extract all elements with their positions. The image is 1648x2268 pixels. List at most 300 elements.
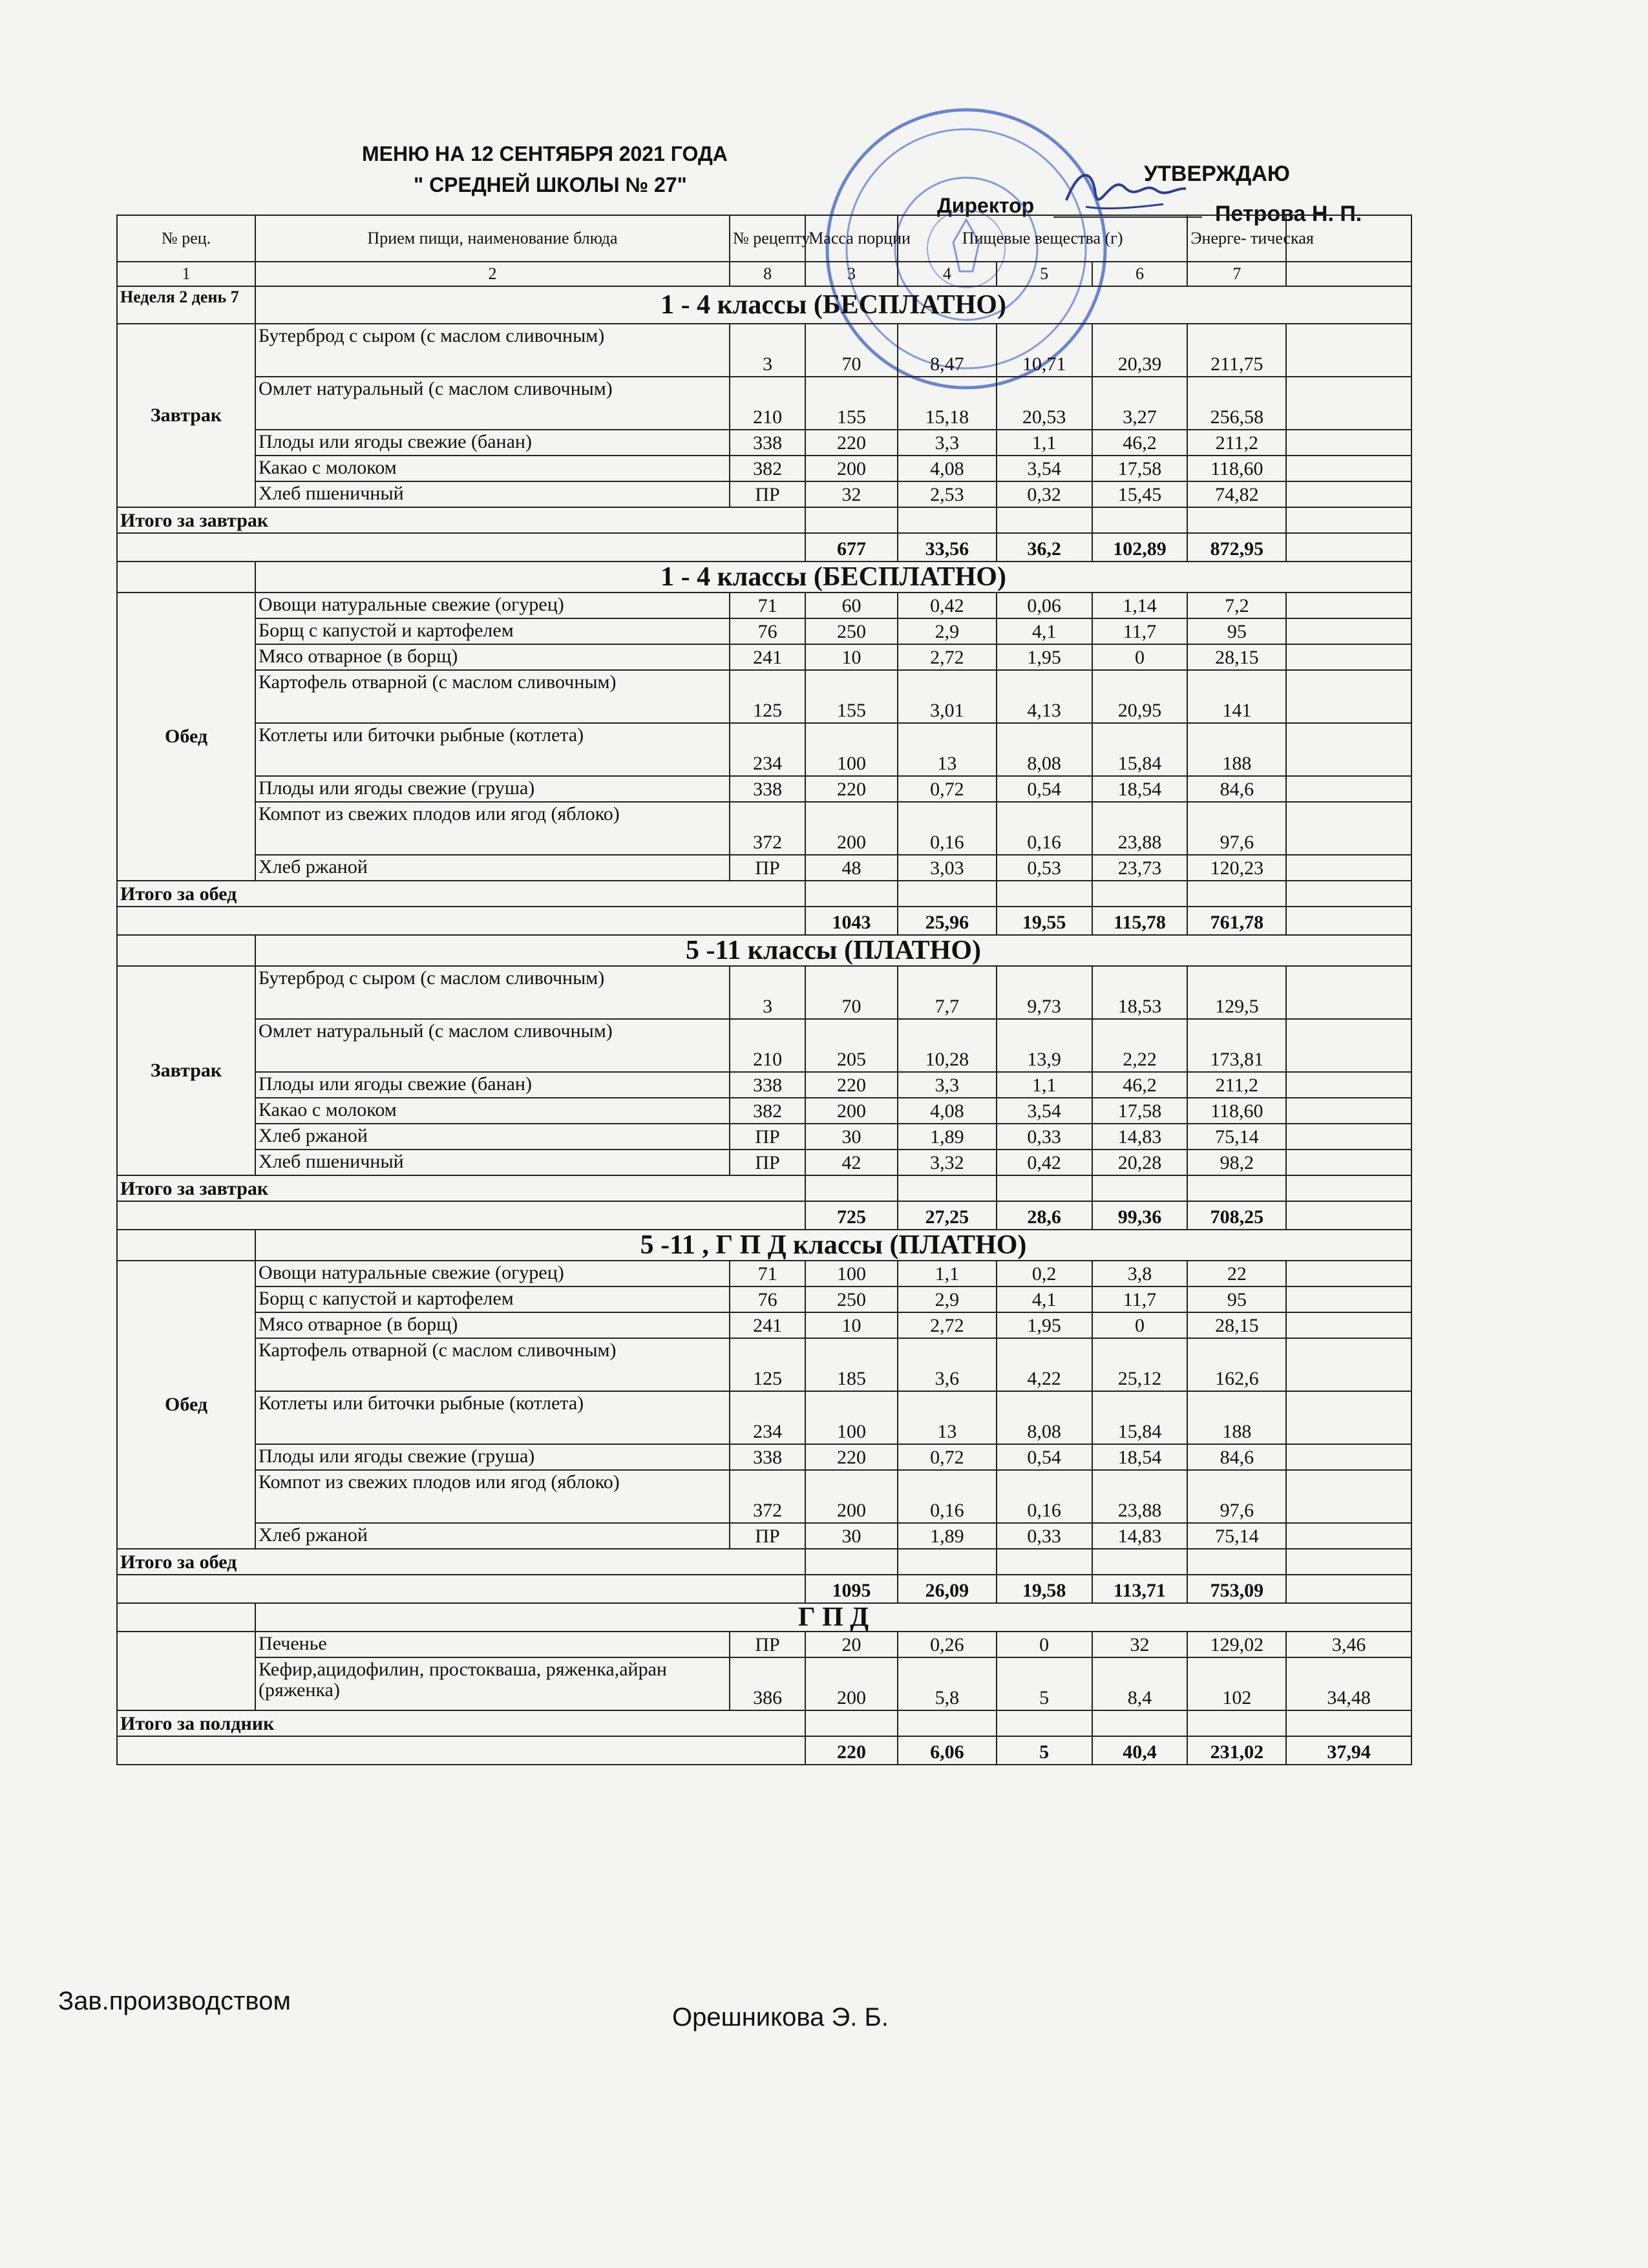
header-energy: Энерге- тическая (1187, 215, 1286, 262)
empty-cell (1286, 1470, 1411, 1523)
dish-b: 1,89 (898, 1124, 997, 1150)
dish-rec: ПР (730, 481, 805, 507)
empty-cell (805, 1710, 898, 1736)
dish-u: 25,12 (1092, 1338, 1188, 1391)
dish-rec: 3 (730, 324, 805, 377)
dish-name: Борщ с капустой и картофелем (255, 1286, 730, 1312)
empty-cell (898, 881, 997, 907)
empty-cell (805, 881, 898, 907)
empty-cell (805, 507, 898, 533)
table-row (117, 723, 1411, 776)
dish-name: Мясо отварное (в борщ) (255, 644, 730, 670)
table-row (117, 1338, 1411, 1391)
empty-cell (1286, 377, 1411, 430)
dish-u: 15,45 (1092, 481, 1188, 507)
empty-cell (1286, 723, 1411, 776)
table-row (117, 1286, 1411, 1312)
empty-cell (117, 1603, 255, 1632)
dish-b: 0,72 (898, 776, 997, 802)
dish-b: 13 (898, 1391, 997, 1444)
total-zh: 5 (997, 1736, 1092, 1765)
empty-cell (1286, 593, 1411, 618)
table-row (117, 935, 1411, 966)
dish-kcal: 22 (1187, 1261, 1286, 1286)
dish-u: 20,95 (1092, 670, 1188, 723)
dish-zh: 0 (997, 1632, 1092, 1657)
empty-cell (117, 562, 255, 593)
dish-mass: 205 (805, 1019, 898, 1072)
dish-mass: 200 (805, 802, 898, 855)
dish-zh: 0,16 (997, 1470, 1092, 1523)
empty-cell (1286, 618, 1411, 644)
dish-kcal: 188 (1187, 1391, 1286, 1444)
dish-name: Мясо отварное (в борщ) (255, 1312, 730, 1338)
dish-name: Кефир,ацидофилин, простокваша, ряженка,айран (ряженка) (255, 1657, 730, 1710)
dish-rec: 125 (730, 1338, 805, 1391)
production-manager-label: Зав.производством (58, 1987, 291, 2015)
table-row (117, 618, 1411, 644)
empty-cell (1286, 262, 1411, 286)
dish-rec: 338 (730, 1444, 805, 1470)
dish-kcal: 129,02 (1187, 1632, 1286, 1657)
dish-b: 13 (898, 723, 997, 776)
empty-cell (1286, 1575, 1411, 1603)
empty-cell (898, 1549, 997, 1575)
dish-mass: 70 (805, 324, 898, 377)
dish-rec: 71 (730, 593, 805, 618)
empty-cell (117, 1575, 805, 1603)
dish-mass: 30 (805, 1124, 898, 1150)
total-u: 113,71 (1092, 1575, 1188, 1603)
dish-rec: 71 (730, 1261, 805, 1286)
header-dish: Прием пищи, наименование блюда (255, 215, 730, 262)
empty-cell (1286, 1338, 1411, 1391)
dish-name: Котлеты или биточки рыбные (котлета) (255, 723, 730, 776)
header-number: 5 (997, 262, 1092, 286)
dish-b: 4,08 (898, 456, 997, 481)
empty-cell (1286, 670, 1411, 723)
dish-mass: 10 (805, 1312, 898, 1338)
header-nutrients: Пищевые вещества (г) (898, 215, 1188, 262)
empty-cell (1286, 1072, 1411, 1098)
dish-u: 18,54 (1092, 1444, 1188, 1470)
empty-cell (1286, 1201, 1411, 1230)
dish-u: 15,84 (1092, 723, 1188, 776)
dish-kcal: 95 (1187, 1286, 1286, 1312)
table-row (117, 430, 1411, 456)
dish-kcal: 141 (1187, 670, 1286, 723)
empty-cell (1187, 1710, 1286, 1736)
dish-zh: 0,2 (997, 1261, 1092, 1286)
total-kcal: 708,25 (1187, 1201, 1286, 1230)
empty-cell (117, 1230, 255, 1261)
empty-cell (1286, 507, 1411, 533)
header-recipe-no: № рец. (117, 215, 255, 262)
director-signature (1060, 162, 1189, 220)
dish-kcal: 28,15 (1187, 644, 1286, 670)
total-mass: 1095 (805, 1575, 898, 1603)
dish-name: Борщ с капустой и картофелем (255, 618, 730, 644)
dish-zh: 8,08 (997, 723, 1092, 776)
empty-cell (1286, 1549, 1411, 1575)
header-number: 7 (1187, 262, 1286, 286)
dish-kcal: 211,75 (1187, 324, 1286, 377)
table-row (117, 776, 1411, 802)
section-title: Г П Д (255, 1603, 1411, 1632)
table-row (117, 1657, 1411, 1710)
dish-mass: 48 (805, 855, 898, 881)
menu-table (116, 215, 1412, 1765)
dish-mass: 10 (805, 644, 898, 670)
dish-kcal: 211,2 (1187, 1072, 1286, 1098)
dish-zh: 0,42 (997, 1150, 1092, 1175)
table-row (117, 1575, 1411, 1603)
total-zh: 19,55 (997, 907, 1092, 935)
dish-name: Овощи натуральные свежие (огурец) (255, 1261, 730, 1286)
dish-rec: ПР (730, 1523, 805, 1549)
dish-name: Хлеб ржаной (255, 1523, 730, 1549)
empty-cell (997, 1549, 1092, 1575)
table-row (117, 533, 1411, 562)
dish-zh: 3,54 (997, 1098, 1092, 1124)
total-zh: 19,58 (997, 1575, 1092, 1603)
empty-cell (1187, 881, 1286, 907)
dish-name: Хлеб пшеничный (255, 481, 730, 507)
dish-name: Хлеб пшеничный (255, 1150, 730, 1175)
dish-b: 2,9 (898, 1286, 997, 1312)
table-row (117, 481, 1411, 507)
total-b: 33,56 (898, 533, 997, 562)
total-b: 26,09 (898, 1575, 997, 1603)
dish-kcal: 84,6 (1187, 776, 1286, 802)
dish-b: 3,3 (898, 1072, 997, 1098)
total-mass: 1043 (805, 907, 898, 935)
dish-b: 0,42 (898, 593, 997, 618)
empty-cell (1092, 507, 1188, 533)
dish-u: 15,84 (1092, 1391, 1188, 1444)
total-label: Итого за завтрак (117, 1175, 805, 1201)
dish-b: 7,7 (898, 966, 997, 1019)
dish-mass: 100 (805, 723, 898, 776)
table-row (117, 262, 1411, 286)
dish-zh: 0,54 (997, 776, 1092, 802)
total-extra: 37,94 (1286, 1736, 1411, 1765)
dish-u: 20,28 (1092, 1150, 1188, 1175)
director-label: Директор (937, 194, 1035, 217)
dish-name: Омлет натуральный (с маслом сливочным) (255, 377, 730, 430)
dish-rec: 338 (730, 776, 805, 802)
dish-u: 17,58 (1092, 456, 1188, 481)
dish-kcal: 102 (1187, 1657, 1286, 1710)
dish-name: Картофель отварной (с маслом сливочным) (255, 1338, 730, 1391)
dish-rec: 125 (730, 670, 805, 723)
table-row (117, 1603, 1411, 1632)
empty-cell (1286, 430, 1411, 456)
total-b: 6,06 (898, 1736, 997, 1765)
week-label: Неделя 2 день 7 (117, 286, 255, 324)
dish-kcal: 211,2 (1187, 430, 1286, 456)
dish-mass: 30 (805, 1523, 898, 1549)
table-row (117, 1444, 1411, 1470)
empty-cell (1286, 324, 1411, 377)
dish-kcal: 118,60 (1187, 456, 1286, 481)
dish-mass: 220 (805, 776, 898, 802)
dish-zh: 0,53 (997, 855, 1092, 881)
dish-zh: 4,22 (997, 1338, 1092, 1391)
total-kcal: 753,09 (1187, 1575, 1286, 1603)
empty-cell (898, 1175, 997, 1201)
production-manager-name: Орешникова Э. Б. (672, 2003, 889, 2032)
dish-zh: 0,32 (997, 481, 1092, 507)
empty-cell (1286, 776, 1411, 802)
empty-cell (1286, 802, 1411, 855)
dish-rec: 241 (730, 644, 805, 670)
dish-kcal: 95 (1187, 618, 1286, 644)
table-row (117, 1098, 1411, 1124)
total-label: Итого за обед (117, 881, 805, 907)
dish-name: Плоды или ягоды свежие (груша) (255, 776, 730, 802)
section-title: 5 -11 , Г П Д классы (ПЛАТНО) (255, 1230, 1411, 1261)
dish-u: 0 (1092, 1312, 1188, 1338)
table-row (117, 881, 1411, 907)
dish-rec: 241 (730, 1312, 805, 1338)
dish-b: 0,16 (898, 1470, 997, 1523)
empty-cell (1286, 1019, 1411, 1072)
dish-name: Котлеты или биточки рыбные (котлета) (255, 1391, 730, 1444)
dish-name: Какао с молоком (255, 1098, 730, 1124)
dish-u: 46,2 (1092, 430, 1188, 456)
dish-mass: 42 (805, 1150, 898, 1175)
table-row (117, 1312, 1411, 1338)
empty-cell (1286, 1124, 1411, 1150)
table-row (117, 1175, 1411, 1201)
table-row (117, 1391, 1411, 1444)
dish-kcal: 75,14 (1187, 1523, 1286, 1549)
empty-cell (898, 1710, 997, 1736)
dish-kcal: 162,6 (1187, 1338, 1286, 1391)
empty-cell (1286, 1312, 1411, 1338)
total-kcal: 231,02 (1187, 1736, 1286, 1765)
dish-b: 0,26 (898, 1632, 997, 1657)
dish-u: 1,14 (1092, 593, 1188, 618)
dish-b: 3,6 (898, 1338, 997, 1391)
dish-u: 14,83 (1092, 1523, 1188, 1549)
meal-label: Завтрак (117, 966, 255, 1175)
dish-kcal: 129,5 (1187, 966, 1286, 1019)
section-title: 1 - 4 классы (БЕСПЛАТНО) (255, 286, 1411, 324)
empty-cell (117, 907, 805, 935)
empty-cell (1286, 855, 1411, 881)
empty-cell (1286, 1444, 1411, 1470)
dish-b: 3,01 (898, 670, 997, 723)
dish-b: 5,8 (898, 1657, 997, 1710)
dish-name: Плоды или ягоды свежие (груша) (255, 1444, 730, 1470)
header-number: 2 (255, 262, 730, 286)
empty-cell (1187, 1175, 1286, 1201)
approval-label: УТВЕРЖДАЮ (1144, 162, 1290, 186)
dish-extra: 34,48 (1286, 1657, 1411, 1710)
total-mass: 220 (805, 1736, 898, 1765)
dish-rec: 338 (730, 430, 805, 456)
header-number: 3 (805, 262, 898, 286)
director-name: Петрова Н. П. (1215, 202, 1362, 226)
empty-cell (117, 1201, 805, 1230)
dish-kcal: 28,15 (1187, 1312, 1286, 1338)
empty-cell (1286, 644, 1411, 670)
dish-mass: 155 (805, 377, 898, 430)
empty-cell (1286, 1261, 1411, 1286)
dish-zh: 13,9 (997, 1019, 1092, 1072)
dish-name: Плоды или ягоды свежие (банан) (255, 1072, 730, 1098)
dish-rec: 372 (730, 1470, 805, 1523)
dish-kcal: 84,6 (1187, 1444, 1286, 1470)
dish-mass: 250 (805, 618, 898, 644)
dish-name: Бутерброд с сыром (с маслом сливочным) (255, 324, 730, 377)
dish-rec: ПР (730, 855, 805, 881)
empty-cell (1286, 1391, 1411, 1444)
meal-label: Обед (117, 1261, 255, 1549)
dish-name: Овощи натуральные свежие (огурец) (255, 593, 730, 618)
dish-zh: 0,33 (997, 1523, 1092, 1549)
total-b: 27,25 (898, 1201, 997, 1230)
dish-mass: 185 (805, 1338, 898, 1391)
dish-b: 15,18 (898, 377, 997, 430)
total-label: Итого за обед (117, 1549, 805, 1575)
dish-b: 4,08 (898, 1098, 997, 1124)
dish-kcal: 74,82 (1187, 481, 1286, 507)
table-row (117, 644, 1411, 670)
dish-b: 2,53 (898, 481, 997, 507)
empty-cell (1187, 1549, 1286, 1575)
dish-rec: 382 (730, 456, 805, 481)
meal-label: Завтрак (117, 324, 255, 507)
table-row (117, 456, 1411, 481)
dish-rec: ПР (730, 1150, 805, 1175)
dish-rec: 3 (730, 966, 805, 1019)
empty-cell (997, 881, 1092, 907)
dish-mass: 220 (805, 1072, 898, 1098)
total-u: 99,36 (1092, 1201, 1188, 1230)
total-mass: 677 (805, 533, 898, 562)
dish-name: Омлет натуральный (с маслом сливочным) (255, 1019, 730, 1072)
empty-cell (805, 1549, 898, 1575)
dish-u: 23,88 (1092, 1470, 1188, 1523)
empty-cell (1092, 1549, 1188, 1575)
total-label: Итого за полдник (117, 1710, 805, 1736)
empty-cell (1286, 533, 1411, 562)
dish-name: Хлеб ржаной (255, 1124, 730, 1150)
header-number: 1 (117, 262, 255, 286)
dish-b: 3,03 (898, 855, 997, 881)
dish-zh: 0,33 (997, 1124, 1092, 1150)
dish-zh: 4,1 (997, 618, 1092, 644)
dish-rec: ПР (730, 1124, 805, 1150)
dish-u: 11,7 (1092, 1286, 1188, 1312)
table-row (117, 593, 1411, 618)
dish-rec: 210 (730, 1019, 805, 1072)
dish-u: 23,73 (1092, 855, 1188, 881)
table-row (117, 802, 1411, 855)
dish-zh: 9,73 (997, 966, 1092, 1019)
empty-cell (1286, 881, 1411, 907)
table-row (117, 1201, 1411, 1230)
empty-cell (1092, 1175, 1188, 1201)
header-number: 8 (730, 262, 805, 286)
dish-rec: 210 (730, 377, 805, 430)
dish-u: 20,39 (1092, 324, 1188, 377)
dish-b: 3,3 (898, 430, 997, 456)
empty-cell (117, 935, 255, 966)
empty-cell (1092, 881, 1188, 907)
dish-zh: 0,54 (997, 1444, 1092, 1470)
empty-cell (1286, 1286, 1411, 1312)
dish-kcal: 75,14 (1187, 1124, 1286, 1150)
table-row (117, 1736, 1411, 1765)
empty-cell (1286, 1150, 1411, 1175)
school-name: " СРЕДНЕЙ ШКОЛЫ № 27" (414, 173, 687, 196)
section-title: 1 - 4 классы (БЕСПЛАТНО) (255, 562, 1411, 593)
table-row (117, 215, 1411, 262)
dish-zh: 0,06 (997, 593, 1092, 618)
dish-mass: 155 (805, 670, 898, 723)
table-row (117, 1230, 1411, 1261)
dish-b: 3,32 (898, 1150, 997, 1175)
table-row (117, 1019, 1411, 1072)
dish-mass: 220 (805, 1444, 898, 1470)
table-row (117, 1549, 1411, 1575)
dish-rec: 382 (730, 1098, 805, 1124)
empty-cell (997, 1710, 1092, 1736)
dish-mass: 60 (805, 593, 898, 618)
dish-kcal: 188 (1187, 723, 1286, 776)
dish-mass: 100 (805, 1391, 898, 1444)
total-zh: 36,2 (997, 533, 1092, 562)
table-row (117, 1523, 1411, 1549)
table-row (117, 907, 1411, 935)
dish-u: 2,22 (1092, 1019, 1188, 1072)
dish-zh: 1,95 (997, 1312, 1092, 1338)
total-u: 102,89 (1092, 533, 1188, 562)
dish-rec: 234 (730, 723, 805, 776)
header-recipe-no2: № рецепту (730, 215, 805, 262)
dish-rec: 234 (730, 1391, 805, 1444)
dish-zh: 3,54 (997, 456, 1092, 481)
dish-u: 46,2 (1092, 1072, 1188, 1098)
total-u: 40,4 (1092, 1736, 1188, 1765)
empty-cell (997, 507, 1092, 533)
dish-zh: 1,1 (997, 1072, 1092, 1098)
empty-cell (898, 507, 997, 533)
dish-name: Компот из свежих плодов или ягод (яблоко) (255, 802, 730, 855)
dish-mass: 200 (805, 1657, 898, 1710)
dish-kcal: 7,2 (1187, 593, 1286, 618)
dish-name: Какао с молоком (255, 456, 730, 481)
total-kcal: 872,95 (1187, 533, 1286, 562)
dish-zh: 4,13 (997, 670, 1092, 723)
dish-mass: 200 (805, 456, 898, 481)
dish-zh: 10,71 (997, 324, 1092, 377)
dish-mass: 250 (805, 1286, 898, 1312)
table-row (117, 1470, 1411, 1523)
dish-mass: 70 (805, 966, 898, 1019)
dish-u: 18,53 (1092, 966, 1188, 1019)
dish-rec: 76 (730, 1286, 805, 1312)
dish-u: 32 (1092, 1632, 1188, 1657)
dish-u: 0 (1092, 644, 1188, 670)
table-row (117, 1150, 1411, 1175)
empty-cell (117, 533, 805, 562)
total-zh: 28,6 (997, 1201, 1092, 1230)
